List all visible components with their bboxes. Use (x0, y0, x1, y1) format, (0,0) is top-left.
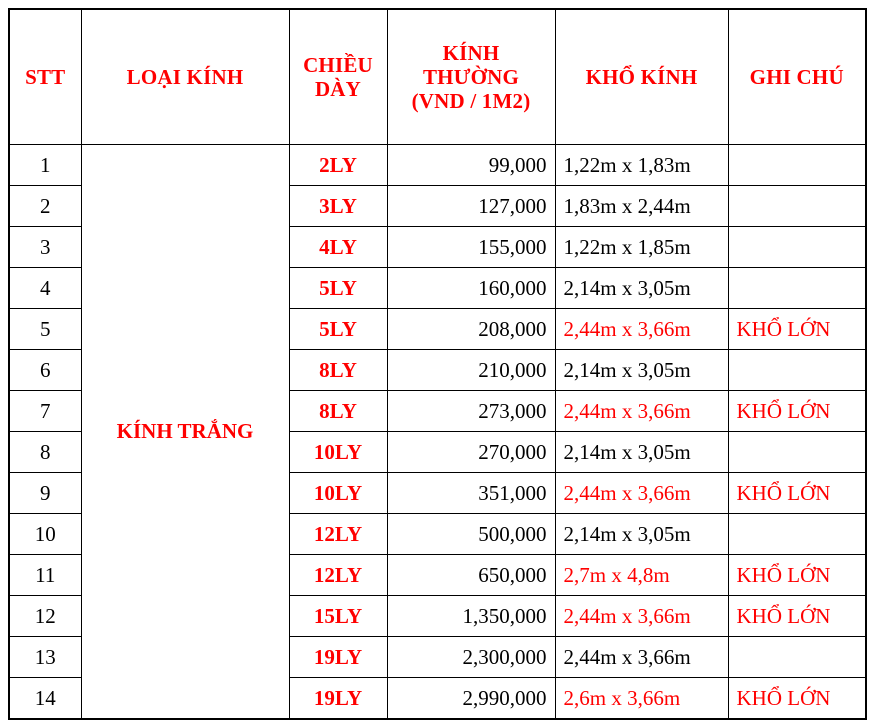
cell-chieu-day: 12LY (289, 555, 387, 596)
cell-gia-kinh-thuong: 160,000 (387, 268, 555, 309)
cell-gia-kinh-thuong: 273,000 (387, 391, 555, 432)
cell-gia-kinh-thuong: 270,000 (387, 432, 555, 473)
header-line: CHIỀU (303, 52, 373, 77)
cell-gia-kinh-thuong: 127,000 (387, 186, 555, 227)
cell-stt: 6 (9, 350, 81, 391)
header-line: KHỔ KÍNH (585, 64, 698, 89)
cell-gia-kinh-thuong: 2,990,000 (387, 678, 555, 720)
cell-ghi-chu: KHỔ LỚN (728, 473, 866, 514)
cell-kho-kinh: 2,14m x 3,05m (555, 350, 728, 391)
cell-loai-kinh-group: KÍNH TRẮNG (81, 145, 289, 720)
cell-kho-kinh: 2,6m x 3,66m (555, 678, 728, 720)
table-header (9, 9, 866, 145)
header-line: KÍNH (442, 40, 500, 65)
header-line: GHI CHÚ (749, 64, 844, 89)
cell-kho-kinh: 2,14m x 3,05m (555, 268, 728, 309)
cell-stt: 8 (9, 432, 81, 473)
cell-ghi-chu (728, 227, 866, 268)
cell-ghi-chu: KHỔ LỚN (728, 391, 866, 432)
cell-kho-kinh: 1,22m x 1,85m (555, 227, 728, 268)
cell-chieu-day: 5LY (289, 268, 387, 309)
cell-gia-kinh-thuong: 500,000 (387, 514, 555, 555)
column-header-loai-kinh (81, 9, 289, 145)
cell-ghi-chu: KHỔ LỚN (728, 555, 866, 596)
column-header-stt (9, 9, 81, 145)
cell-gia-kinh-thuong: 208,000 (387, 309, 555, 350)
cell-kho-kinh: 2,44m x 3,66m (555, 473, 728, 514)
cell-stt: 10 (9, 514, 81, 555)
cell-kho-kinh: 1,22m x 1,83m (555, 145, 728, 186)
cell-kho-kinh: 2,7m x 4,8m (555, 555, 728, 596)
header-line: THƯỜNG (422, 64, 520, 89)
cell-ghi-chu (728, 514, 866, 555)
cell-kho-kinh: 2,44m x 3,66m (555, 309, 728, 350)
cell-stt: 3 (9, 227, 81, 268)
cell-ghi-chu (728, 186, 866, 227)
cell-stt: 5 (9, 309, 81, 350)
header-line: (VND / 1M2) (411, 89, 531, 114)
cell-chieu-day: 15LY (289, 596, 387, 637)
cell-stt: 4 (9, 268, 81, 309)
cell-stt: 11 (9, 555, 81, 596)
column-header-chieu-day (289, 9, 387, 145)
cell-stt: 1 (9, 145, 81, 186)
cell-chieu-day: 12LY (289, 514, 387, 555)
cell-ghi-chu (728, 432, 866, 473)
glass-price-table (8, 8, 867, 720)
column-header-ghi-chu (728, 9, 866, 145)
cell-ghi-chu: KHỔ LỚN (728, 596, 866, 637)
cell-chieu-day: 10LY (289, 432, 387, 473)
cell-ghi-chu: KHỔ LỚN (728, 678, 866, 720)
cell-chieu-day: 19LY (289, 637, 387, 678)
header-row (9, 9, 866, 145)
table-row (9, 145, 866, 186)
cell-kho-kinh: 2,14m x 3,05m (555, 514, 728, 555)
cell-gia-kinh-thuong: 155,000 (387, 227, 555, 268)
cell-stt: 13 (9, 637, 81, 678)
header-line: LOẠI KÍNH (126, 64, 244, 89)
cell-kho-kinh: 2,14m x 3,05m (555, 432, 728, 473)
cell-chieu-day: 8LY (289, 350, 387, 391)
table-body (9, 145, 866, 720)
column-header-kho-kinh (555, 9, 728, 145)
cell-chieu-day: 8LY (289, 391, 387, 432)
cell-gia-kinh-thuong: 1,350,000 (387, 596, 555, 637)
header-line: STT (25, 64, 66, 89)
cell-gia-kinh-thuong: 351,000 (387, 473, 555, 514)
cell-ghi-chu (728, 637, 866, 678)
cell-ghi-chu: KHỔ LỚN (728, 309, 866, 350)
cell-chieu-day: 10LY (289, 473, 387, 514)
cell-stt: 2 (9, 186, 81, 227)
header-line: DÀY (314, 77, 362, 101)
cell-ghi-chu (728, 268, 866, 309)
cell-kho-kinh: 2,44m x 3,66m (555, 596, 728, 637)
cell-gia-kinh-thuong: 2,300,000 (387, 637, 555, 678)
cell-chieu-day: 19LY (289, 678, 387, 720)
cell-chieu-day: 3LY (289, 186, 387, 227)
cell-gia-kinh-thuong: 210,000 (387, 350, 555, 391)
cell-chieu-day: 4LY (289, 227, 387, 268)
cell-ghi-chu (728, 145, 866, 186)
cell-stt: 12 (9, 596, 81, 637)
cell-chieu-day: 2LY (289, 145, 387, 186)
cell-stt: 14 (9, 678, 81, 720)
cell-gia-kinh-thuong: 650,000 (387, 555, 555, 596)
column-header-kinh-thuong (387, 9, 555, 145)
cell-kho-kinh: 2,44m x 3,66m (555, 637, 728, 678)
cell-ghi-chu (728, 350, 866, 391)
cell-kho-kinh: 1,83m x 2,44m (555, 186, 728, 227)
cell-stt: 9 (9, 473, 81, 514)
cell-kho-kinh: 2,44m x 3,66m (555, 391, 728, 432)
cell-chieu-day: 5LY (289, 309, 387, 350)
cell-stt: 7 (9, 391, 81, 432)
cell-gia-kinh-thuong: 99,000 (387, 145, 555, 186)
